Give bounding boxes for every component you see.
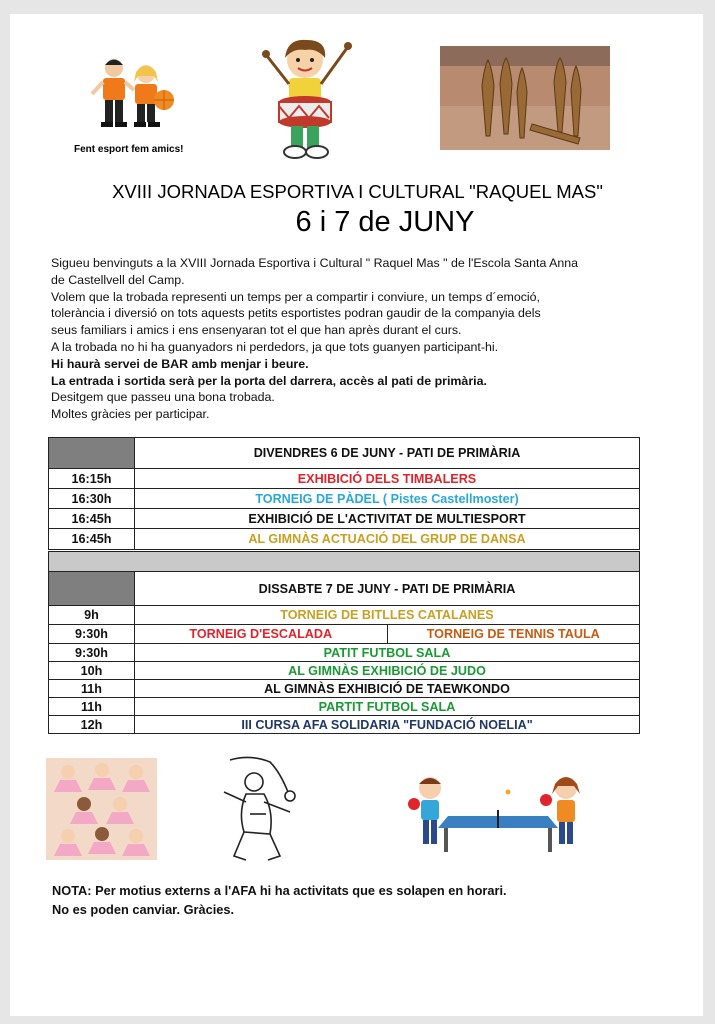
friday-heading: DIVENDRES 6 DE JUNY - PATI DE PRIMÀRIA <box>135 438 640 469</box>
activity-cell: EXHIBICIÓ DELS TIMBALERS <box>135 469 640 489</box>
activity-cell: AL GIMNÀS EXHIBICIÓ DE JUDO <box>135 662 640 680</box>
time-cell: 16:30h <box>49 489 135 509</box>
table-row <box>49 489 640 509</box>
event-title: XVIII JORNADA ESPORTIVA I CULTURAL "RAQUEL MAS" <box>112 181 603 202</box>
table-row <box>49 716 640 734</box>
nota-text <box>52 881 507 919</box>
table-row <box>49 509 640 529</box>
time-cell: 9h <box>49 606 135 625</box>
intro-line: seus familiars i amics i ens ensenyaran tot el que han après durant el curs. <box>51 323 462 338</box>
intro-text <box>51 255 611 423</box>
activity-cell: EXHIBICIÓ DE L'ACTIVITAT DE MULTIESPORT <box>135 509 640 529</box>
friday-schedule-table <box>48 437 640 550</box>
time-cell: 11h <box>49 680 135 698</box>
judo-karate-illustration-icon <box>210 752 302 868</box>
ballet-dancers-illustration-icon <box>46 758 157 860</box>
table-row <box>49 529 640 550</box>
activity-cell: III CURSA AFA SOLIDARIA "FUNDACIÓ NOELIA" <box>135 716 640 734</box>
table-row <box>49 625 640 644</box>
table-tennis-illustration-icon <box>408 770 588 856</box>
intro-line: tolerància i diversió on tots aquests petits esportistes podran gaudir de la companyia dels <box>51 306 541 321</box>
table-row <box>49 606 640 625</box>
header-gray-cell <box>49 572 135 606</box>
kids-sport-illustration-icon <box>88 54 178 142</box>
saturday-heading: DISSABTE 7 DE JUNY - PATI DE PRIMÀRIA <box>135 572 640 606</box>
activity-cell-secondary: TORNEIG DE TENNIS TAULA <box>387 625 640 644</box>
table-row <box>49 680 640 698</box>
intro-line: A la trobada no hi ha guanyadors ni perdedors, ja que tots guanyen participant-hi. <box>51 339 499 354</box>
event-dates: 6 i 7 de JUNY <box>295 206 475 238</box>
time-cell: 16:15h <box>49 469 135 489</box>
time-cell: 16:45h <box>49 509 135 529</box>
activity-cell: PATIT FUTBOL SALA <box>135 644 640 662</box>
intro-line: Moltes gràcies per participar. <box>51 407 210 422</box>
activity-cell: AL GIMNÀS EXHIBICIÓ DE TAEWKONDO <box>135 680 640 698</box>
time-cell: 11h <box>49 698 135 716</box>
time-cell: 12h <box>49 716 135 734</box>
header-gray-cell <box>49 438 135 469</box>
time-cell: 16:45h <box>49 529 135 550</box>
activity-cell: AL GIMNÀS ACTUACIÓ DEL GRUP DE DANSA <box>135 529 640 550</box>
table-row <box>49 469 640 489</box>
table-row <box>49 698 640 716</box>
activity-cell: TORNEIG D'ESCALADA <box>135 625 388 644</box>
activity-cell: TORNEIG DE BITLLES CATALANES <box>135 606 640 625</box>
intro-line: Sigueu benvinguts a la XVIII Jornada Esportiva i Cultural " Raquel Mas " de l'Escola Santa Anna <box>51 256 579 270</box>
time-cell: 10h <box>49 662 135 680</box>
table-separator <box>48 551 640 572</box>
intro-line: Volem que la trobada representi un temps per a compartir i conviure, un temps d´emoció, <box>51 289 540 304</box>
nota-line: No es poden canviar. Gràcies. <box>52 902 235 917</box>
table-row <box>49 644 640 662</box>
intro-line-bold: Hi haurà servei de BAR amb menjar i beure. <box>51 356 309 371</box>
tagline: Fent esport fem amics! <box>74 144 184 155</box>
time-cell: 9:30h <box>49 644 135 662</box>
time-cell: 9:30h <box>49 625 135 644</box>
table-row <box>49 662 640 680</box>
intro-line-bold: La entrada i sortida serà per la porta del darrera, accès al pati de primària. <box>51 373 487 388</box>
activity-cell: PARTIT FUTBOL SALA <box>135 698 640 716</box>
nota-line: NOTA: Per motius externs a l'AFA hi ha activitats que es solapen en horari. <box>52 883 507 898</box>
intro-line: Desitgem que passeu una bona trobada. <box>51 390 275 405</box>
bowling-pins-photo-icon <box>440 46 610 150</box>
drummer-boy-illustration-icon <box>257 38 357 162</box>
activity-cell: TORNEIG DE PÀDEL ( Pistes Castellmoster) <box>135 489 640 509</box>
intro-line: de Castellvell del Camp. <box>51 272 185 287</box>
saturday-schedule-table <box>48 571 640 734</box>
